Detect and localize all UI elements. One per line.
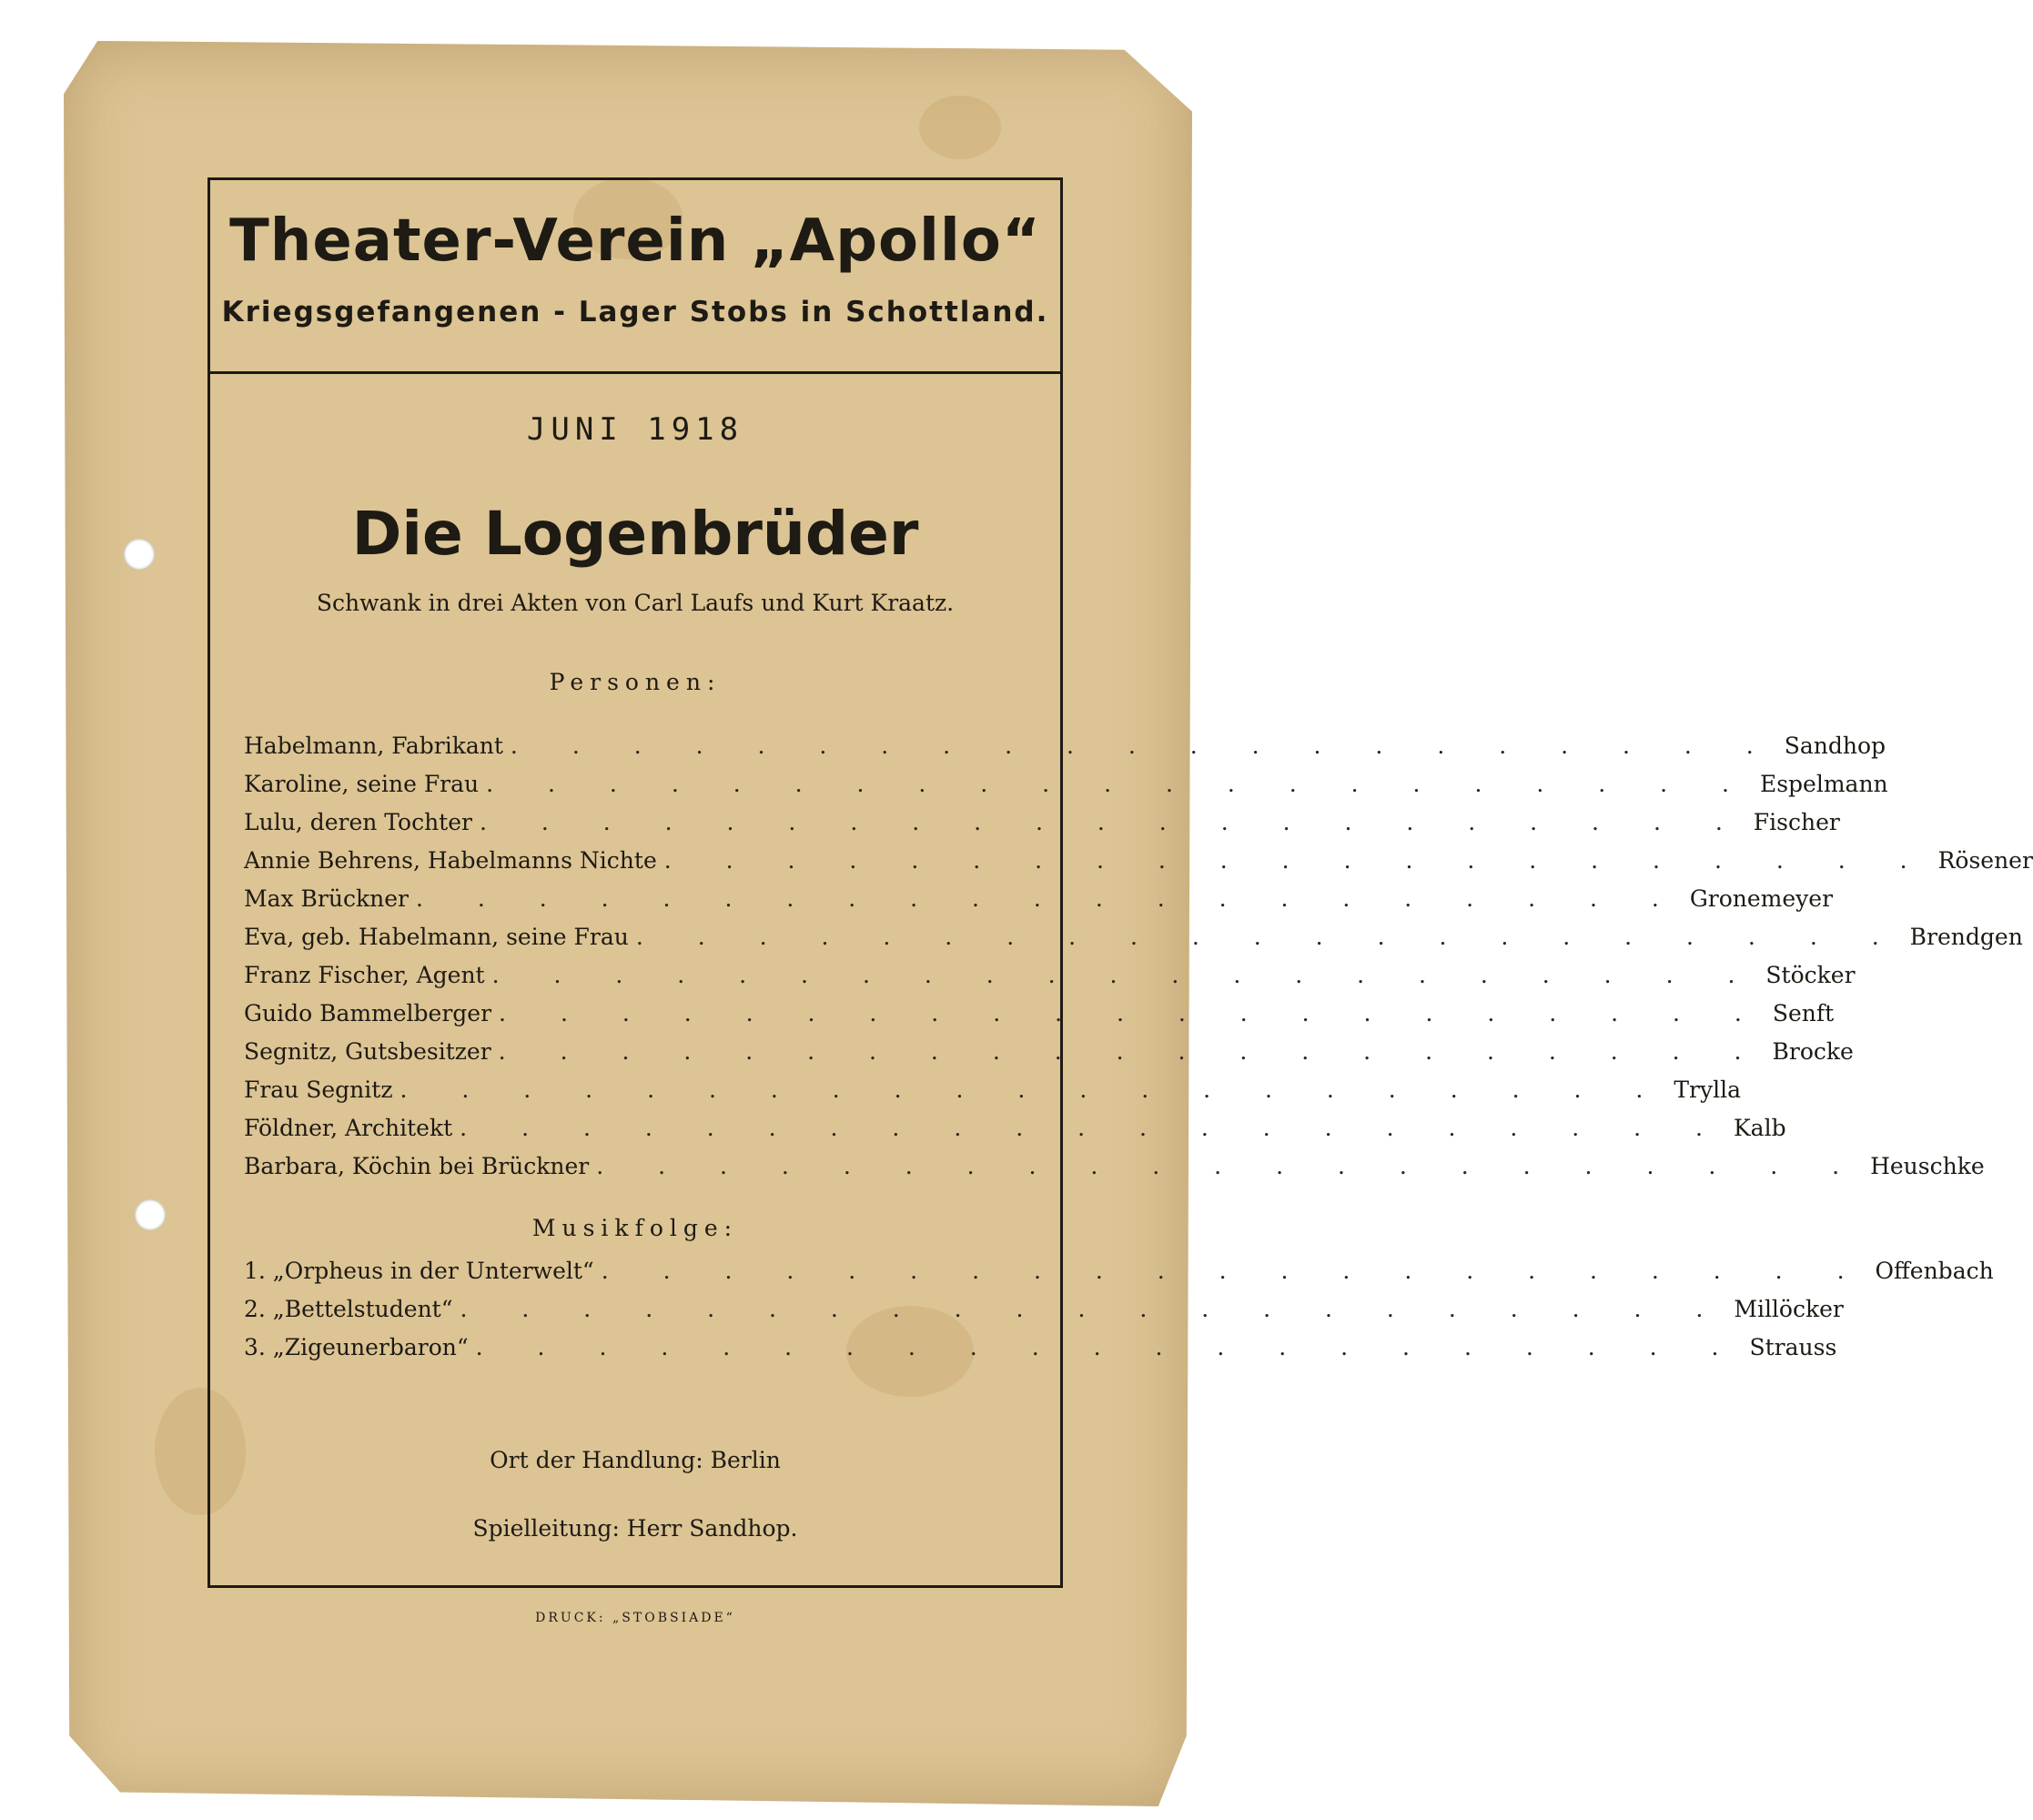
role-name: Lulu, deren Tochter bbox=[244, 809, 472, 835]
actor-name: Trylla bbox=[1674, 1077, 1741, 1103]
leader-dots: . . . . . . . . . . . . . . . . . . . . . bbox=[460, 1115, 1726, 1141]
cast-row bbox=[244, 1153, 1985, 1191]
director-credit: Spielleitung: Herr Sandhop. bbox=[472, 1515, 798, 1542]
theater-subtitle: Kriegsgefangenen - Lager Stobs in Schottland. bbox=[221, 296, 1049, 329]
composer-name: Offenbach bbox=[1875, 1258, 1994, 1284]
cast-row bbox=[244, 1000, 1835, 1038]
cast-heading: Personen: bbox=[549, 669, 722, 695]
leader-dots: . . . . . . . . . . . . . . . . . . . . . bbox=[596, 1153, 1864, 1179]
punch-hole bbox=[124, 539, 155, 570]
actor-name: Heuschke bbox=[1870, 1153, 1985, 1179]
performance-date: JUNI 1918 bbox=[526, 411, 744, 448]
role-name: Karoline, seine Frau bbox=[244, 771, 480, 797]
music-row bbox=[244, 1258, 1994, 1296]
cast-row bbox=[244, 1077, 1741, 1115]
actor-name: Sandhop bbox=[1784, 733, 1886, 759]
play-subtitle: Schwank in drei Akten von Carl Laufs und Kurt Kraatz. bbox=[316, 590, 955, 616]
composer-name: Strauss bbox=[1749, 1334, 1837, 1360]
cast-row bbox=[244, 771, 1888, 809]
music-piece: 2. „Bettelstudent“ bbox=[244, 1296, 453, 1322]
leader-dots: . . . . . . . . . . . . . . . . . . . . . bbox=[601, 1258, 1868, 1284]
cast-row bbox=[244, 733, 1886, 771]
role-name: Franz Fischer, Agent bbox=[244, 962, 485, 988]
cast-row bbox=[244, 885, 1834, 924]
theater-title: Theater-Verein „Apollo“ bbox=[229, 207, 1041, 275]
cast-row bbox=[244, 809, 1840, 847]
leader-dots: . . . . . . . . . . . . . . . . . . . . . bbox=[510, 733, 1777, 759]
music-heading: Musikfolge: bbox=[531, 1215, 739, 1241]
actor-name: Stöcker bbox=[1765, 962, 1856, 988]
leader-dots: . . . . . . . . . . . . . . . . . . . . . bbox=[486, 771, 1753, 797]
role-name: Annie Behrens, Habelmanns Nichte bbox=[244, 847, 657, 874]
music-piece: 1. „Orpheus in der Unterwelt“ bbox=[244, 1258, 594, 1284]
leader-dots: . . . . . . . . . . . . . . . . . . . . . bbox=[491, 962, 1759, 988]
role-name: Földner, Architekt bbox=[244, 1115, 453, 1141]
leader-dots: . . . . . . . . . . . . . . . . . . . . . bbox=[479, 809, 1746, 835]
leader-dots: . . . . . . . . . . . . . . . . . . . . . bbox=[663, 847, 1931, 874]
role-name: Barbara, Köchin bei Brückner bbox=[244, 1153, 590, 1179]
cast-list bbox=[244, 733, 2033, 1191]
leader-dots: . . . . . . . . . . . . . . . . . . . . . bbox=[460, 1296, 1727, 1322]
setting-location: Ort der Handlung: Berlin bbox=[490, 1447, 781, 1473]
role-name: Eva, geb. Habelmann, seine Frau bbox=[244, 924, 629, 950]
paper-stain bbox=[919, 96, 1001, 159]
leader-dots: . . . . . . . . . . . . . . . . . . . . . bbox=[400, 1077, 1667, 1103]
play-title: Die Logenbrüder bbox=[351, 499, 919, 569]
leader-dots: . . . . . . . . . . . . . . . . . . . . . bbox=[635, 924, 1903, 950]
leader-dots: . . . . . . . . . . . . . . . . . . . . . bbox=[499, 1000, 1765, 1026]
cast-row bbox=[244, 962, 1856, 1000]
actor-name: Espelmann bbox=[1759, 771, 1888, 797]
music-piece: 3. „Zigeunerbaron“ bbox=[244, 1334, 469, 1360]
punch-hole bbox=[135, 1199, 166, 1230]
printer-credit: DRUCK: „STOBSIADE“ bbox=[535, 1611, 735, 1625]
role-name: Habelmann, Fabrikant bbox=[244, 733, 503, 759]
composer-name: Millöcker bbox=[1734, 1296, 1844, 1322]
role-name: Frau Segnitz bbox=[244, 1077, 393, 1103]
actor-name: Fischer bbox=[1753, 809, 1840, 835]
cast-row bbox=[244, 847, 2033, 885]
role-name: Max Brückner bbox=[244, 885, 409, 912]
header-divider bbox=[207, 371, 1063, 374]
leader-dots: . . . . . . . . . . . . . . . . . . . . . bbox=[415, 885, 1683, 912]
actor-name: Brendgen bbox=[1909, 924, 2023, 950]
actor-name: Brocke bbox=[1772, 1038, 1854, 1065]
cast-row bbox=[244, 1115, 1786, 1153]
role-name: Guido Bammelberger bbox=[244, 1000, 492, 1026]
actor-name: Kalb bbox=[1734, 1115, 1786, 1141]
cast-row bbox=[244, 1038, 1854, 1077]
actor-name: Gronemeyer bbox=[1689, 885, 1834, 912]
music-list bbox=[244, 1258, 1994, 1372]
cast-row bbox=[244, 924, 2023, 962]
actor-name: Senft bbox=[1772, 1000, 1835, 1026]
role-name: Segnitz, Gutsbesitzer bbox=[244, 1038, 491, 1065]
leader-dots: . . . . . . . . . . . . . . . . . . . . . bbox=[498, 1038, 1765, 1065]
actor-name: Rösener bbox=[1937, 847, 2033, 874]
leader-dots: . . . . . . . . . . . . . . . . . . . . . bbox=[475, 1334, 1743, 1360]
music-row bbox=[244, 1296, 1844, 1334]
music-row bbox=[244, 1334, 1837, 1372]
